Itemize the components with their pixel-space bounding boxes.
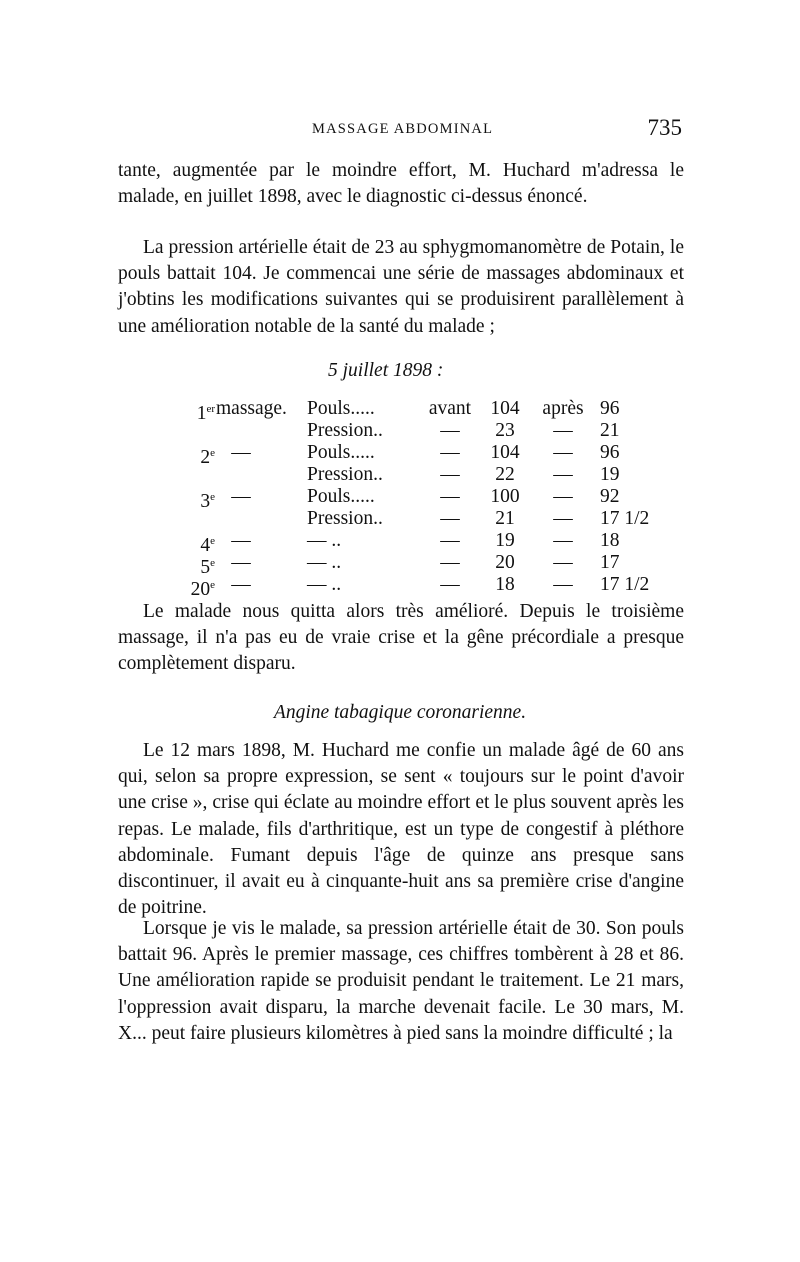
after-value: 18 xyxy=(600,530,620,551)
before-value: 104 xyxy=(490,398,520,419)
paragraph-text: Le 12 mars 1898, M. Huchard me confie un malade âgé de 60 ans qui, selon sa propre expression, se sent « toujours sur le point d'avoir une crise », crise qui éclate au moindre effort et le plus souvent après les repas. Le malade, fils d'arthritique, est un type de congestif à pléthore abdominale. Fumant depuis l'âge de quinze ans presque sans discontinuer, il avait eu à cinquante-huit ans sa première crise d'angine de poitrine. xyxy=(118,740,684,919)
measure-label: Pouls..... xyxy=(307,442,375,463)
before-value: 19 xyxy=(495,530,515,551)
ditto-mark: — xyxy=(440,552,460,573)
ditto-mark: — xyxy=(553,464,573,485)
measure-label: — .. xyxy=(307,530,342,551)
measure-label: Pression.. xyxy=(307,508,383,529)
page-header xyxy=(118,117,684,147)
massage-word: massage. xyxy=(216,398,287,419)
measure-label: — .. xyxy=(307,552,342,573)
after-value: 17 1/2 xyxy=(600,508,650,529)
running-title: MASSAGE ABDOMINAL xyxy=(312,121,494,137)
after-value: 17 1/2 xyxy=(600,574,650,595)
before-value: 18 xyxy=(495,574,515,595)
measure-label: — .. xyxy=(307,574,342,595)
before-value: 21 xyxy=(495,508,515,529)
massage-number: 4e xyxy=(200,535,215,556)
ditto-mark: — xyxy=(553,552,573,573)
ditto-mark: — xyxy=(440,530,460,551)
ditto-mark: — xyxy=(231,552,251,573)
ditto-mark: — xyxy=(440,486,460,507)
massage-number: 5e xyxy=(200,557,215,578)
ditto-mark: — xyxy=(553,486,573,507)
massage-number: 2e xyxy=(200,447,215,468)
after-value: 96 xyxy=(600,442,620,463)
before-value: 20 xyxy=(495,552,515,573)
ditto-mark: — xyxy=(553,574,573,595)
ditto-mark: — xyxy=(440,464,460,485)
after-heading: après xyxy=(542,398,584,419)
paragraph-case-history xyxy=(118,738,684,921)
measure-label: Pression.. xyxy=(307,420,383,441)
after-value: 19 xyxy=(600,464,620,485)
date-heading: 5 juillet 1898 : xyxy=(328,360,444,381)
ditto-mark: — xyxy=(231,442,251,463)
ditto-mark: — xyxy=(440,574,460,595)
ditto-mark: — xyxy=(553,420,573,441)
after-value: 92 xyxy=(600,486,620,507)
ditto-mark: — xyxy=(553,508,573,529)
ditto-mark: — xyxy=(440,442,460,463)
before-heading: avant xyxy=(428,398,472,419)
paragraph-text: Le malade nous quitta alors très amélioré. Depuis le troisième massage, il n'a pas eu de vraie crise et la gêne précordiale a presque complètement disparu. xyxy=(118,601,684,675)
section-title: Angine tabagique coronarienne. xyxy=(273,702,527,723)
measure-label: Pression.. xyxy=(307,464,383,485)
paragraph-outcome xyxy=(118,599,684,678)
ditto-mark: — xyxy=(231,530,251,551)
ditto-mark: — xyxy=(231,574,251,595)
before-value: 23 xyxy=(495,420,515,441)
ditto-mark: — xyxy=(553,530,573,551)
after-value: 96 xyxy=(600,398,620,419)
paragraph-text: tante, augmentée par le moindre effort, M. Huchard m'adressa le malade, en juillet 1898, avec le diagnostic ci-dessus énoncé. xyxy=(118,160,684,208)
massage-number: 3e xyxy=(200,491,215,512)
after-value: 17 xyxy=(600,552,620,573)
measure-label: Pouls..... xyxy=(307,398,375,419)
before-value: 100 xyxy=(490,486,520,507)
massage-number: 1er xyxy=(196,403,215,424)
before-value: 22 xyxy=(495,464,515,485)
paragraph-continuation xyxy=(118,158,684,210)
ditto-mark: — xyxy=(553,442,573,463)
massage-number: 20e xyxy=(190,579,215,600)
paragraph-blood-pressure xyxy=(118,235,684,340)
before-value: 104 xyxy=(490,442,520,463)
paragraph-text: Lorsque je vis le malade, sa pression artérielle était de 30. Son pouls battait 96. Après le premier massage, ces chiffres tombèrent à 28 et 86. Une amélioration rapide se produisit pendant le traitement. Le 21 mars, l'oppression avait disparu, la marche devenait facile. Le 30 mars, M. X... peut faire plusieurs kilomètres à pied sans la moindre difficulté ; la xyxy=(118,918,684,1044)
ditto-mark: — xyxy=(231,486,251,507)
paragraph-text: La pression artérielle était de 23 au sphygmomanomètre de Potain, le pouls battait 104. Je commencai une série de massages abdominaux et j'obtins les modifications suivantes qui se produisirent parallèlement à une amélioration notable de la santé du malade ; xyxy=(118,237,684,337)
measure-label: Pouls..... xyxy=(307,486,375,507)
ditto-mark: — xyxy=(440,508,460,529)
ditto-mark: — xyxy=(440,420,460,441)
after-value: 21 xyxy=(600,420,620,441)
page-number: 735 xyxy=(647,115,682,140)
paragraph-treatment xyxy=(118,916,684,1047)
